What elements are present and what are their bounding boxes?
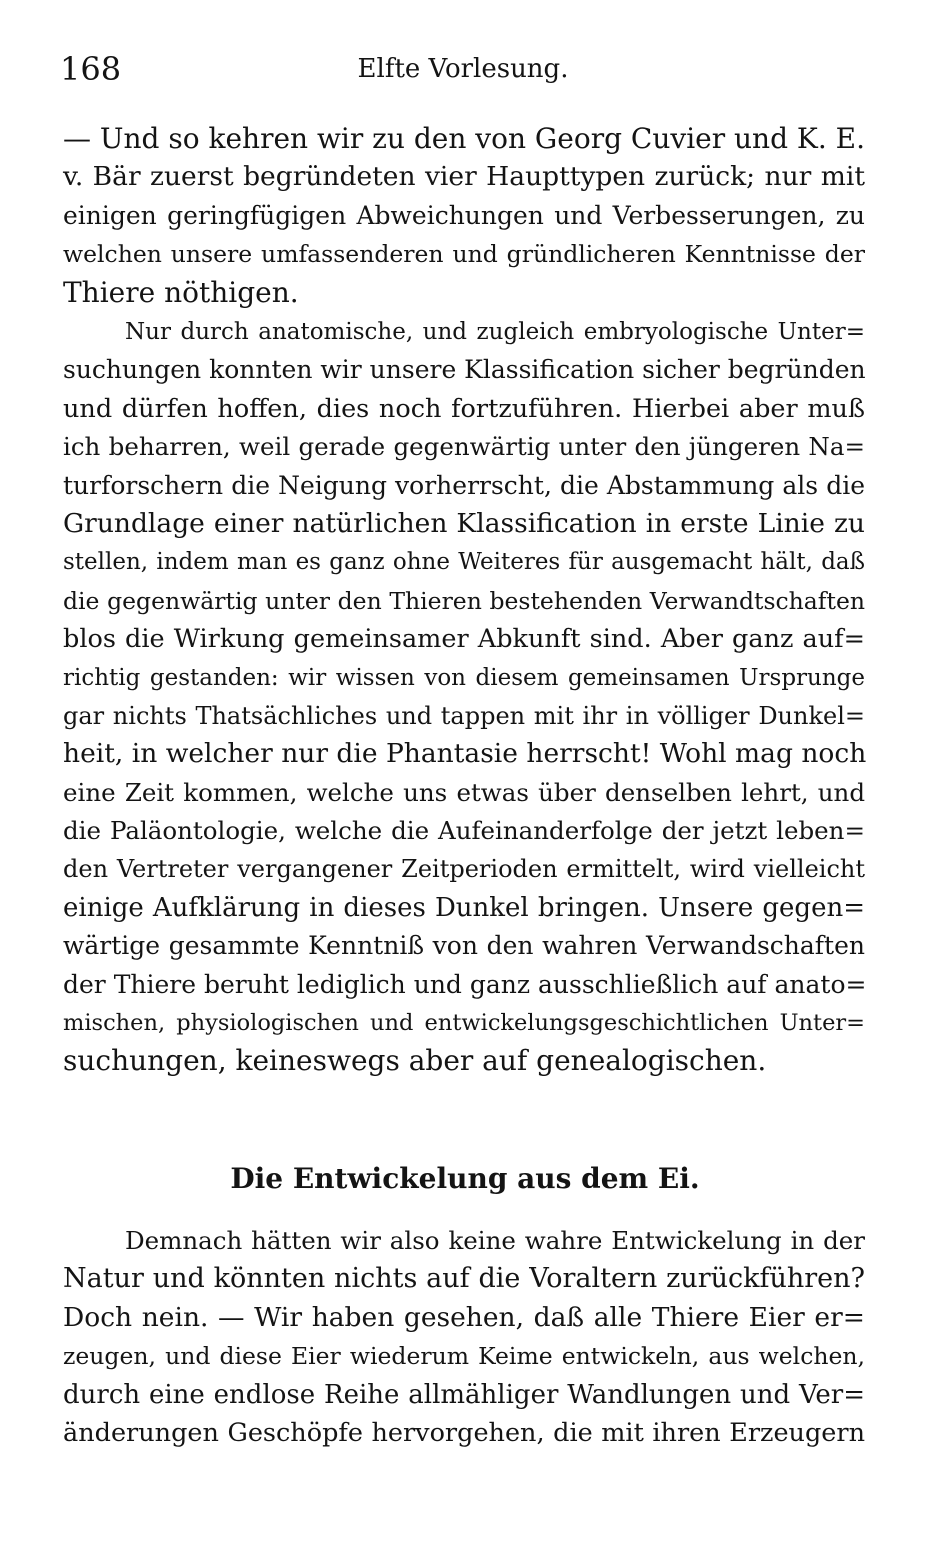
page-number: 168: [60, 50, 122, 88]
text-line: Grundlage einer natürlichen Klassification in erste Linie zu: [63, 507, 865, 539]
text-line: durch eine endlose Reihe allmähliger Wandlungen und Ver=: [63, 1379, 865, 1410]
text-line: Doch nein. — Wir haben gesehen, daß alle Thiere Eier er=: [63, 1301, 865, 1333]
text-line: der Thiere beruht lediglich und ganz ausschließlich auf anato=: [63, 969, 867, 999]
text-line: einige Aufklärung in dieses Dunkel bringen. Unsere gegen=: [63, 892, 865, 923]
text-line: Thiere nöthigen.: [63, 275, 299, 309]
text-line: eine Zeit kommen, welche uns etwas über denselben lehrt, und: [63, 777, 865, 807]
paragraph-3: [63, 1222, 865, 1452]
page-header: [60, 50, 866, 90]
text-line: welchen unsere umfassenderen und gründlicheren Kenntnisse der: [63, 240, 865, 269]
text-line: gar nichts Thatsächliches und tappen mit ihr in völliger Dunkel=: [63, 701, 865, 730]
text-line: einigen geringfügigen Abweichungen und Verbesserungen, zu: [63, 200, 865, 230]
text-line: die Paläontologie, welche die Aufeinanderfolge der jetzt leben=: [63, 816, 865, 846]
text-line: Nur durch anatomische, und zugleich embryologische Unter=: [125, 319, 865, 345]
text-line: blos die Wirkung gemeinsamer Abkunft sind. Aber ganz auf=: [63, 624, 865, 655]
text-line: suchungen konnten wir unsere Klassification sicher begründen: [63, 355, 866, 385]
text-line: stellen, indem man es ganz ohne Weiteres für ausgemacht hält, daß: [63, 549, 865, 576]
text-line: — Und so kehren wir zu den von Georg Cuvier und K. E.: [63, 122, 865, 155]
text-line: turforschern die Neigung vorherrscht, die Abstammung als die: [63, 470, 865, 500]
paragraph-2: [63, 313, 865, 1081]
text-line: und dürfen hoffen, dies noch fortzuführen. Hierbei aber muß: [63, 393, 865, 424]
text-line: heit, in welcher nur die Phantasie herrscht! Wohl mag noch: [63, 738, 867, 770]
text-line: Natur und könnten nichts auf die Voraltern zurückführen?: [63, 1263, 865, 1295]
text-line: richtig gestanden: wir wissen von diesem gemeinsamen Ursprunge: [63, 664, 865, 691]
text-line: zeugen, und diese Eier wiederum Keime entwickeln, aus welchen,: [63, 1342, 865, 1371]
text-line: änderungen Geschöpfe hervorgehen, die mit ihren Erzeugern: [63, 1417, 865, 1448]
text-line: v. Bär zuerst begründeten vier Haupttypen zurück; nur mit: [63, 161, 865, 193]
text-line: Demnach hätten wir also keine wahre Entwickelung in der: [125, 1226, 865, 1255]
text-line: ich beharren, weil gerade gegenwärtig unter den jüngeren Na=: [63, 432, 865, 462]
text-line: den Vertreter vergangener Zeitperioden ermittelt, wird vielleicht: [63, 855, 865, 884]
text-line: wärtige gesammte Kenntniß von den wahren Verwandschaften: [63, 931, 865, 961]
text-line: suchungen, keineswegs aber auf genealogischen.: [63, 1044, 767, 1078]
running-head: Elfte Vorlesung.: [357, 54, 569, 84]
section-heading: Die Entwickelung aus dem Ei.: [230, 1162, 700, 1195]
paragraph-1: [63, 120, 865, 312]
text-line: mischen, physiologischen und entwickelungsgeschichtlichen Unter=: [63, 1010, 865, 1037]
text-line: die gegenwärtig unter den Thieren bestehenden Verwandtschaften: [63, 586, 865, 615]
